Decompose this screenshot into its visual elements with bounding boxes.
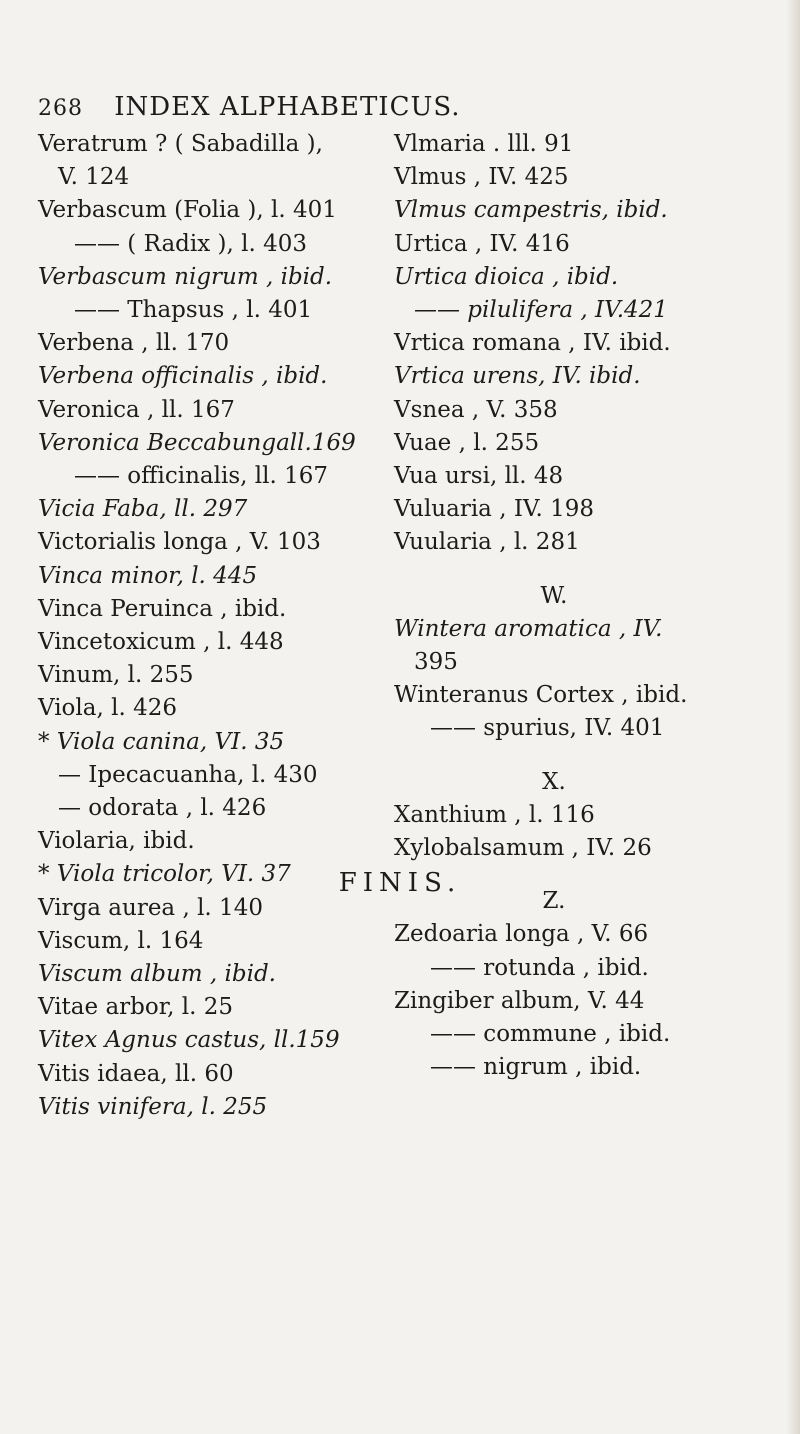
index-entry: * Viola tricolor, VI. 37	[38, 861, 291, 888]
index-entry: Vinca minor, l. 445	[38, 562, 258, 589]
index-entry: Verbascum nigrum , ibid.	[38, 263, 333, 290]
index-entry: Urtica dioica , ibid.	[394, 263, 619, 290]
section-gap	[394, 560, 774, 580]
index-entry: Vincetoxicum , l. 448	[38, 629, 284, 656]
index-entry: Verbena officinalis , ibid.	[38, 363, 328, 390]
index-entry: Vitex Agnus castus, ll.159	[38, 1027, 340, 1054]
index-entry: Viscum album , ibid.	[38, 961, 276, 988]
index-column-right	[394, 128, 774, 1084]
index-entry: Viscum, l. 164	[38, 927, 204, 954]
index-entry: Vsnea , V. 358	[394, 396, 558, 423]
index-entry: — odorata , l. 426	[58, 795, 267, 822]
finis-marker: FINIS.	[338, 868, 462, 898]
index-entry: Victorialis longa , V. 103	[38, 529, 321, 556]
index-entry: Vicia Faba, ll. 297	[38, 496, 248, 523]
index-entry: * Viola canina, VI. 35	[38, 728, 285, 755]
index-entry: Zedoaria longa , V. 66	[394, 921, 649, 948]
index-entry: Verbena , ll. 170	[38, 330, 230, 357]
index-entry: Viola, l. 426	[38, 695, 177, 722]
index-entry: Vuae , l. 255	[394, 429, 540, 456]
index-entry: Winteranus Cortex , ibid.	[394, 682, 688, 709]
index-entry: Vinum, l. 255	[38, 662, 194, 689]
section-letter-heading: W.	[540, 582, 568, 609]
index-column-left	[38, 128, 378, 1124]
index-entry: Urtica , IV. 416	[394, 230, 570, 257]
index-entry: —— officinalis, ll. 167	[74, 463, 328, 490]
index-entry: Zingiber album, V. 44	[394, 987, 645, 1014]
section-letter-heading: Z.	[542, 888, 566, 915]
index-entry: Vlmus campestris, ibid.	[394, 197, 668, 224]
index-entry: —— commune , ibid.	[430, 1021, 671, 1048]
index-entry: Vuluaria , IV. 198	[394, 496, 595, 523]
index-entry: Wintera aromatica , IV.	[394, 615, 663, 642]
index-entry: Vrtica romana , IV. ibid.	[394, 330, 671, 357]
index-entry: — Ipecacuanha, l. 430	[58, 761, 318, 788]
page-number: 268	[38, 96, 83, 121]
index-entry: Vitis idaea, ll. 60	[38, 1060, 234, 1087]
index-entry: Violaria, ibid.	[38, 828, 195, 855]
index-entry: Vinca Peruinca , ibid.	[38, 595, 287, 622]
index-entry: Vuularia , l. 281	[394, 529, 580, 556]
index-entry: —— Thapsus , l. 401	[74, 297, 313, 324]
index-entry: —— spurius, IV. 401	[430, 715, 665, 742]
index-entry: Virga aurea , l. 140	[38, 894, 263, 921]
index-entry: Veratrum ? ( Sabadilla ),	[38, 131, 323, 157]
index-entry: —— pilulifera , IV.421	[414, 297, 668, 324]
page-edge-shadow	[786, 0, 800, 1434]
index-entry: —— ( Radix ), l. 403	[74, 230, 307, 257]
section-gap	[394, 746, 774, 766]
index-entry: Veronica Beccabungall.169	[38, 429, 356, 456]
index-entry: Veronica , ll. 167	[38, 396, 235, 423]
index-entry: Xylobalsamum , IV. 26	[394, 835, 652, 862]
index-entry: Xanthium , l. 116	[394, 801, 595, 828]
index-entry: Vrtica urens, IV. ibid.	[394, 363, 641, 390]
section-letter-heading: X.	[542, 768, 566, 795]
index-entry: Vitae arbor, l. 25	[38, 994, 234, 1021]
index-entry: Vlmus , IV. 425	[394, 164, 569, 191]
index-entry: —— rotunda , ibid.	[430, 954, 649, 981]
index-entry: Vitis vinifera, l. 255	[38, 1093, 268, 1120]
index-entry: 395	[414, 649, 458, 676]
index-entry: Verbascum (Folia ), l. 401	[38, 197, 337, 224]
index-entry: V. 124	[58, 164, 130, 191]
running-title: INDEX ALPHABETICUS.	[114, 92, 461, 122]
index-entry: —— nigrum , ibid.	[430, 1054, 642, 1081]
index-entry: Vlmaria . lll. 91	[394, 131, 574, 157]
page-header	[38, 92, 738, 122]
index-entry: Vua ursi, ll. 48	[394, 463, 564, 490]
